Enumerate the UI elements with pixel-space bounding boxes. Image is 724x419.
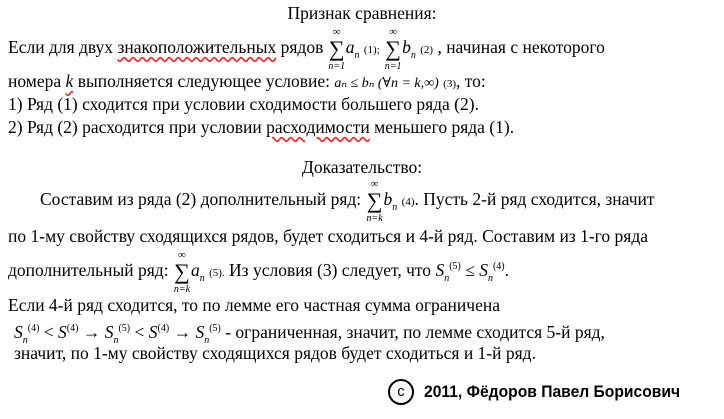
author-credit: 2011, Фёдоров Павел Борисович [424, 382, 681, 401]
page-title: Признак сравнения: [287, 3, 437, 23]
proof-line-6: значит, по 1-му свойству сходящихся рядов будет сходиться и 1-й ряд. [14, 343, 536, 363]
series-5-sigma: ∞ ∑ n=k [173, 248, 191, 295]
line-1: Если для двух знакоположительных рядов ∞ ∑ n=1 $a_n$ (1); ∞ ∑ n=1 $b_n$ (2) , начиная с некоторого [8, 25, 605, 72]
proof-title: Доказательство: [301, 157, 423, 177]
item-2: 2) Ряд (2) расходится при условии расходимости меньшего ряда (1). [8, 117, 515, 137]
line-2: номера k выполняется следующее условие: aₙ ≤ bₙ (∀n = k,∞) (3), то: [8, 71, 486, 91]
proof-line-3: дополнительный ряд: ∞ ∑ n=k $a_n$ (5). Из условия (3) следует, что $S_n^{(5)} \le S_n^{(4)}$. [8, 248, 510, 295]
series-1-sigma: ∞ ∑ n=1 [328, 25, 346, 72]
copyright-icon: с [388, 379, 414, 405]
condition-formula: aₙ ≤ bₙ (∀n = k,∞) [334, 76, 439, 91]
misspell-highlight: знакоположительных [117, 37, 277, 57]
item-1: 1) Ряд (1) сходится при условии сходимости большего ряда (2). [8, 94, 479, 114]
proof-line-5: $S_n^{(4)} < S^{(4)} \to S_n^{(5)} < S^{(4)} \to S_n^{(5)}$ - ограниченная, значит, по лемме сходится 5-й ряд, [14, 322, 605, 346]
proof-line-2: по 1-му свойству сходящихся рядов, будет сходиться и 4-й ряд. Составим из 1-го ряда [8, 226, 649, 246]
series-4-sigma: ∞ ∑ n=k [366, 177, 383, 224]
proof-line-4: Если 4-й ряд сходится, то по лемме его частная сумма ограничена [8, 295, 500, 315]
proof-line-1: Составим из ряда (2) дополнительный ряд: ∞ ∑ n=k $b_n$ (4). Пусть 2-й ряд сходится, значит [40, 177, 655, 224]
series-2-sigma: ∞ ∑ n=1 [384, 25, 402, 72]
